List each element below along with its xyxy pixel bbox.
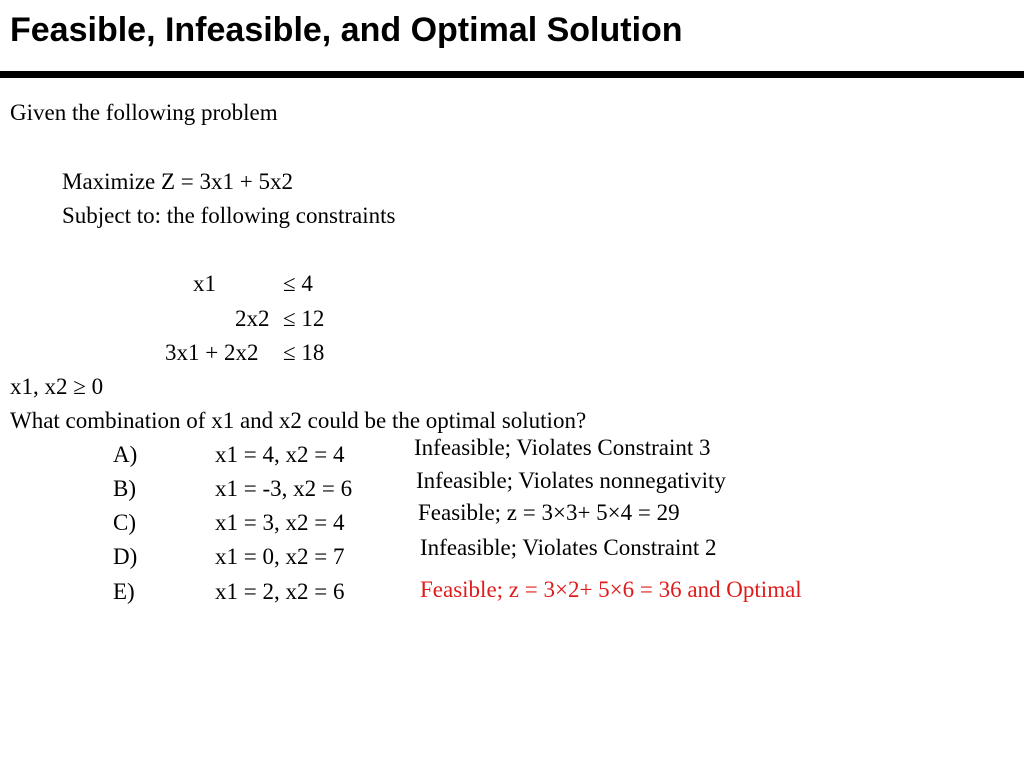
subject-to-text: Subject to: the following constraints bbox=[62, 203, 396, 228]
option-d-label: D) bbox=[113, 544, 138, 569]
option-d-verdict: Infeasible; Violates Constraint 2 bbox=[420, 535, 717, 560]
constraint-1-lhs: x1 bbox=[193, 271, 216, 296]
constraint-2-lhs: 2x2 bbox=[235, 306, 270, 331]
option-a-label: A) bbox=[113, 442, 138, 467]
constraint-2-rhs: ≤ 12 bbox=[283, 306, 325, 331]
nonnegativity-constraint: x1, x2 ≥ 0 bbox=[10, 374, 104, 399]
option-e-values: x1 = 2, x2 = 6 bbox=[215, 579, 345, 604]
title-divider bbox=[0, 71, 1024, 78]
option-c-verdict: Feasible; z = 3×3+ 5×4 = 29 bbox=[418, 500, 680, 525]
option-c-values: x1 = 3, x2 = 4 bbox=[215, 510, 345, 535]
option-a-values: x1 = 4, x2 = 4 bbox=[215, 442, 345, 467]
slide-title: Feasible, Infeasible, and Optimal Solution bbox=[10, 11, 683, 49]
option-e-label: E) bbox=[113, 579, 135, 604]
option-b-values: x1 = -3, x2 = 6 bbox=[215, 476, 353, 501]
option-d-values: x1 = 0, x2 = 7 bbox=[215, 544, 345, 569]
option-c-label: C) bbox=[113, 510, 136, 535]
constraint-1-rhs: ≤ 4 bbox=[283, 271, 313, 296]
constraint-3-rhs: ≤ 18 bbox=[283, 340, 325, 365]
intro-text: Given the following problem bbox=[10, 100, 278, 125]
option-e-verdict-optimal: Feasible; z = 3×2+ 5×6 = 36 and Optimal bbox=[420, 577, 802, 602]
option-a-verdict: Infeasible; Violates Constraint 3 bbox=[414, 435, 711, 460]
option-b-verdict: Infeasible; Violates nonnegativity bbox=[416, 468, 726, 493]
option-b-label: B) bbox=[113, 476, 136, 501]
objective-function: Maximize Z = 3x1 + 5x2 bbox=[62, 169, 293, 194]
constraint-3-lhs: 3x1 + 2x2 bbox=[165, 340, 259, 365]
question-text: What combination of x1 and x2 could be the optimal solution? bbox=[10, 408, 587, 433]
